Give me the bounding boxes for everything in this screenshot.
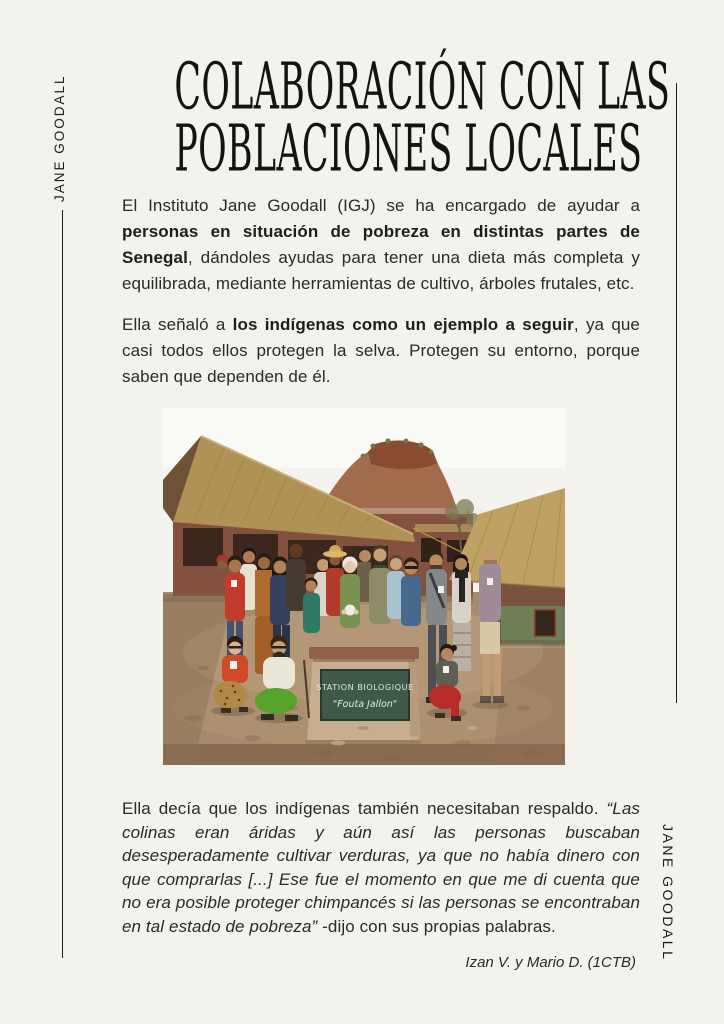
- p1-run1: El Instituto Jane Goodall (IGJ) se ha encargado de ayudar a: [122, 196, 640, 215]
- sign-text-line1: STATION BIOLOGIQUE: [316, 683, 414, 692]
- sign-text-line2: "Fouta Jallon": [332, 699, 398, 710]
- group-photo: [163, 408, 565, 765]
- right-vertical-rule: [676, 83, 677, 703]
- page-title-line2: POBLACIONES LOCALES: [174, 111, 643, 188]
- side-label-right: JANE GOODALL: [660, 824, 676, 962]
- paragraph-intro: [122, 193, 640, 297]
- group-photo-image: [163, 408, 565, 765]
- attribution: Izan V. y Mario D. (1CTB): [465, 954, 636, 971]
- p2-run2-bold: los indígenas como un ejemplo a seguir: [232, 315, 574, 334]
- p3-run3: -dijo con sus propias palabras.: [317, 916, 556, 936]
- side-label-left: JANE GOODALL: [52, 74, 67, 202]
- page-title-line1: COLABORACIÓN CON LAS: [174, 49, 671, 125]
- station-sign-monument: [305, 647, 421, 751]
- p2-run1: Ella señaló a: [122, 315, 233, 334]
- left-vertical-rule: [62, 210, 63, 958]
- p1-run2-bold: personas en situación de pobreza en distintas partes de Senegal: [122, 222, 640, 267]
- p2-run3: , ya que casi todos ellos protegen la selva. Protegen su entorno, porque saben que dependen de él.: [122, 315, 640, 386]
- p3-run1: Ella decía que los indígenas también necesitaban respaldo.: [122, 799, 607, 818]
- paragraph-indigenas: [122, 312, 640, 390]
- p3-run2-italic: “Las colinas eran áridas y aún así las personas buscaban desesperadamente cultivar verduras, ya que no había dinero con que comprarlas [...] Ese fue el momento en que me di cuenta que no era posible proteger chimpancés si las personas se encontraban en tal estado de pobreza”: [122, 799, 640, 936]
- paragraph-quote: [122, 797, 640, 939]
- p1-run3: , dándoles ayudas para tener una dieta más completa y equilibrada, mediante herramientas de cultivo, árboles frutales, etc.: [122, 248, 640, 293]
- page-title: [174, 49, 671, 188]
